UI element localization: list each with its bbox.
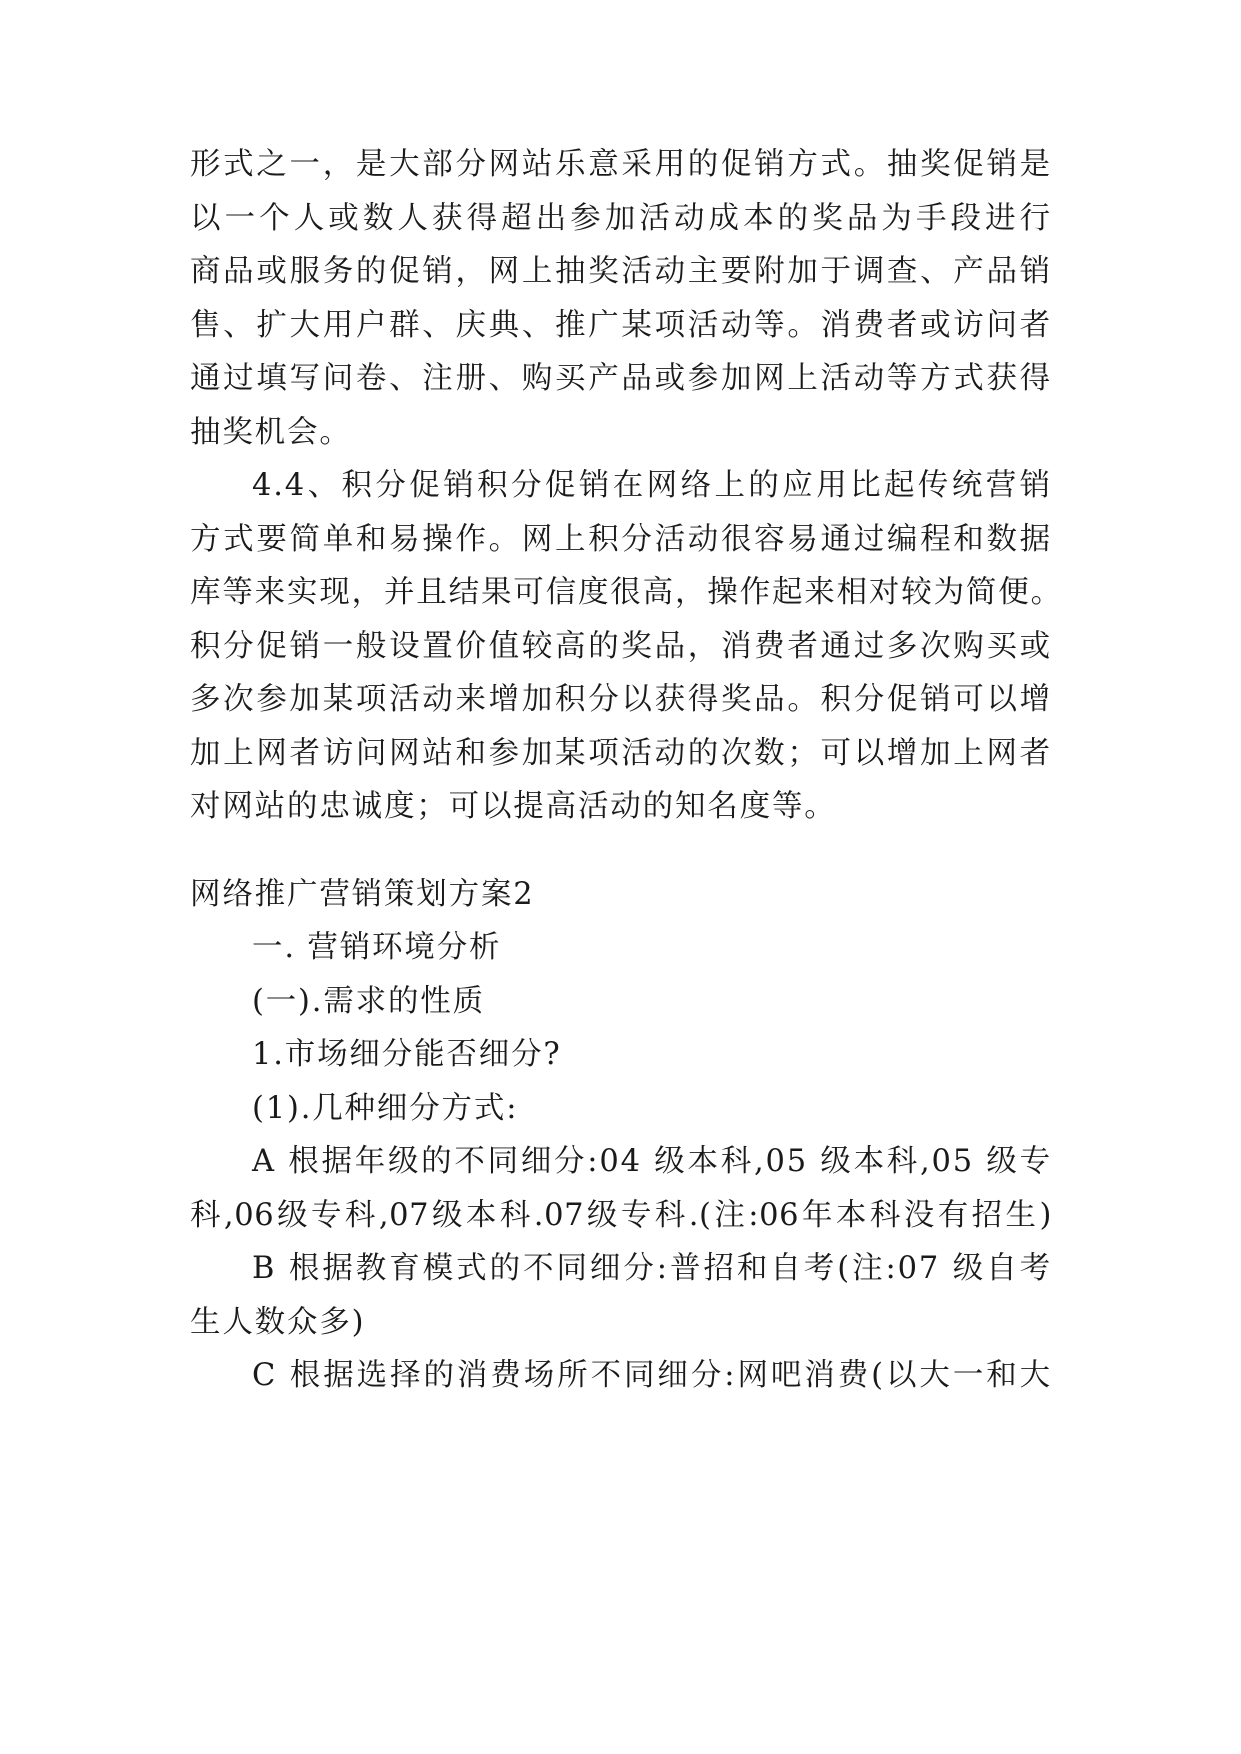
paragraph-line: 多次参加某项活动来增加积分以获得奖品。积分促销可以增 bbox=[190, 682, 1052, 717]
item-b-line: 生人数众多) bbox=[190, 1305, 366, 1340]
paragraph-line: 形式之一，是大部分网站乐意采用的促销方式。抽奖促销是 bbox=[190, 147, 1052, 182]
heading-1: 一. 营销环境分析 bbox=[252, 930, 502, 965]
item-b-line: B 根据教育模式的不同细分:普招和自考(注:07 级自考 bbox=[252, 1251, 1052, 1286]
paragraph-line: 商品或服务的促销，网上抽奖活动主要附加于调查、产品销 bbox=[190, 254, 1052, 289]
item-a-line: A 根据年级的不同细分:04 级本科,05 级本科,05 级专 bbox=[252, 1144, 1052, 1179]
paragraph-line: 售、扩大用户群、庆典、推广某项活动等。消费者或访问者 bbox=[190, 308, 1052, 343]
paragraph-line: 加上网者访问网站和参加某项活动的次数；可以增加上网者 bbox=[190, 736, 1052, 771]
item-1-1: (1).几种细分方式: bbox=[252, 1091, 519, 1126]
paragraph-line: 以一个人或数人获得超出参加活动成本的奖品为手段进行 bbox=[190, 201, 1052, 236]
item-1: 1.市场细分能否细分? bbox=[252, 1037, 562, 1072]
paragraph-line: 通过填写问卷、注册、购买产品或参加网上活动等方式获得 bbox=[190, 361, 1052, 396]
paragraph-line: 积分促销一般设置价值较高的奖品，消费者通过多次购买或 bbox=[190, 629, 1052, 664]
paragraph-line: 对网站的忠诚度；可以提高活动的知名度等。 bbox=[190, 789, 837, 824]
heading-1-1: (一).需求的性质 bbox=[252, 984, 485, 1019]
item-a-line: 科,06级专科,07级本科.07级专科.(注:06年本科没有招生) bbox=[190, 1198, 1052, 1233]
paragraph-line: 库等来实现，并且结果可信度很高，操作起来相对较为简便。 bbox=[190, 575, 1063, 610]
paragraph-line: 4.4、积分促销积分促销在网络上的应用比起传统营销 bbox=[252, 468, 1052, 503]
section-title: 网络推广营销策划方案2 bbox=[190, 877, 535, 912]
paragraph-line: 抽奖机会。 bbox=[190, 415, 352, 450]
item-c-line: C 根据选择的消费场所不同细分:网吧消费(以大一和大 bbox=[252, 1358, 1052, 1393]
paragraph-line: 方式要简单和易操作。网上积分活动很容易通过编程和数据 bbox=[190, 522, 1052, 557]
